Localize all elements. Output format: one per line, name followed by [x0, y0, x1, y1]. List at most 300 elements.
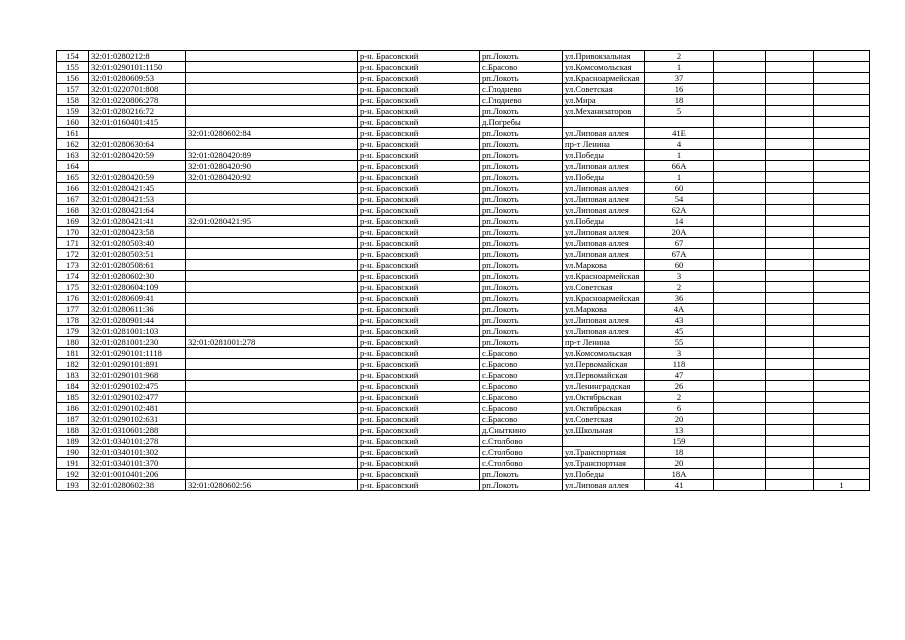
- count-cell: [814, 436, 870, 447]
- empty-cell: [766, 271, 814, 282]
- empty-cell: [714, 172, 766, 183]
- street-cell: ул.Липовая аллея: [563, 249, 645, 260]
- table-row: [57, 480, 870, 491]
- district-cell: р-н. Брасовский: [358, 205, 480, 216]
- row-number-cell: 193: [57, 480, 89, 491]
- row-number-cell: 168: [57, 205, 89, 216]
- row-number-cell: 169: [57, 216, 89, 227]
- row-number-cell: 170: [57, 227, 89, 238]
- cadastral-number-cell: 32:01:0281001:103: [89, 326, 186, 337]
- empty-cell: [766, 205, 814, 216]
- related-cadastral-number-cell: [186, 117, 358, 128]
- related-cadastral-number-cell: [186, 84, 358, 95]
- empty-cell: [714, 62, 766, 73]
- district-cell: р-н. Брасовский: [358, 227, 480, 238]
- district-cell: р-н. Брасовский: [358, 315, 480, 326]
- cadastral-number-cell: 32:01:0280609:41: [89, 293, 186, 304]
- settlement-cell: с.Столбово: [480, 458, 563, 469]
- house-number-cell: 18: [645, 447, 714, 458]
- cadastral-number-cell: 32:01:0281001:230: [89, 337, 186, 348]
- district-cell: р-н. Брасовский: [358, 271, 480, 282]
- street-cell: ул.Механизаторов: [563, 106, 645, 117]
- house-number-cell: 36: [645, 293, 714, 304]
- count-cell: [814, 51, 870, 62]
- related-cadastral-number-cell: [186, 370, 358, 381]
- street-cell: ул.Красноармейская: [563, 293, 645, 304]
- house-number-cell: 47: [645, 370, 714, 381]
- row-number-cell: 164: [57, 161, 89, 172]
- table-row: [57, 458, 870, 469]
- house-number-cell: 26: [645, 381, 714, 392]
- settlement-cell: рп.Локоть: [480, 304, 563, 315]
- district-cell: р-н. Брасовский: [358, 172, 480, 183]
- district-cell: р-н. Брасовский: [358, 194, 480, 205]
- settlement-cell: рп.Локоть: [480, 139, 563, 150]
- empty-cell: [714, 194, 766, 205]
- row-number-cell: 187: [57, 414, 89, 425]
- district-cell: р-н. Брасовский: [358, 326, 480, 337]
- table-row: [57, 128, 870, 139]
- row-number-cell: 178: [57, 315, 89, 326]
- cadastral-number-cell: 32:01:0290101:1150: [89, 62, 186, 73]
- house-number-cell: 54: [645, 194, 714, 205]
- related-cadastral-number-cell: [186, 62, 358, 73]
- district-cell: р-н. Брасовский: [358, 414, 480, 425]
- related-cadastral-number-cell: [186, 458, 358, 469]
- table-row: [57, 216, 870, 227]
- table-row: [57, 436, 870, 447]
- district-cell: р-н. Брасовский: [358, 161, 480, 172]
- cadastral-number-cell: 32:01:0280423:58: [89, 227, 186, 238]
- street-cell: ул.Школьная: [563, 425, 645, 436]
- cadastral-number-cell: 32:01:0280602:30: [89, 271, 186, 282]
- row-number-cell: 174: [57, 271, 89, 282]
- empty-cell: [766, 84, 814, 95]
- table-row: [57, 425, 870, 436]
- table-row: [57, 150, 870, 161]
- row-number-cell: 161: [57, 128, 89, 139]
- settlement-cell: рп.Локоть: [480, 73, 563, 84]
- count-cell: [814, 260, 870, 271]
- cadastral-number-cell: [89, 128, 186, 139]
- district-cell: р-н. Брасовский: [358, 282, 480, 293]
- settlement-cell: с.Брасово: [480, 392, 563, 403]
- street-cell: ул.Липовая аллея: [563, 128, 645, 139]
- settlement-cell: рп.Локоть: [480, 172, 563, 183]
- count-cell: [814, 304, 870, 315]
- table-row: [57, 447, 870, 458]
- count-cell: [814, 359, 870, 370]
- cadastral-number-cell: 32:01:0010401:206: [89, 469, 186, 480]
- district-cell: р-н. Брасовский: [358, 469, 480, 480]
- house-number-cell: 2: [645, 282, 714, 293]
- empty-cell: [714, 271, 766, 282]
- row-number-cell: 175: [57, 282, 89, 293]
- count-cell: [814, 117, 870, 128]
- empty-cell: [766, 117, 814, 128]
- empty-cell: [714, 95, 766, 106]
- house-number-cell: 37: [645, 73, 714, 84]
- table-row: [57, 315, 870, 326]
- table-row: [57, 260, 870, 271]
- empty-cell: [714, 392, 766, 403]
- related-cadastral-number-cell: [186, 194, 358, 205]
- count-cell: [814, 469, 870, 480]
- empty-cell: [766, 183, 814, 194]
- district-cell: р-н. Брасовский: [358, 183, 480, 194]
- table-row: [57, 282, 870, 293]
- related-cadastral-number-cell: [186, 403, 358, 414]
- empty-cell: [714, 348, 766, 359]
- cadastral-number-cell: 32:01:0280420:59: [89, 172, 186, 183]
- district-cell: р-н. Брасовский: [358, 139, 480, 150]
- settlement-cell: рп.Локоть: [480, 194, 563, 205]
- row-number-cell: 192: [57, 469, 89, 480]
- table-row: [57, 205, 870, 216]
- cadastral-number-cell: 32:01:0340101:302: [89, 447, 186, 458]
- cadastral-number-cell: 32:01:0280604:109: [89, 282, 186, 293]
- street-cell: ул.Октябрьская: [563, 403, 645, 414]
- cadastral-number-cell: 32:01:0340101:370: [89, 458, 186, 469]
- house-number-cell: 45: [645, 326, 714, 337]
- settlement-cell: с.Глоднево: [480, 84, 563, 95]
- house-number-cell: 4А: [645, 304, 714, 315]
- count-cell: [814, 227, 870, 238]
- empty-cell: [714, 282, 766, 293]
- settlement-cell: с.Брасово: [480, 370, 563, 381]
- settlement-cell: рп.Локоть: [480, 293, 563, 304]
- street-cell: ул.Мира: [563, 95, 645, 106]
- count-cell: [814, 282, 870, 293]
- district-cell: р-н. Брасовский: [358, 304, 480, 315]
- related-cadastral-number-cell: [186, 282, 358, 293]
- cadastral-number-cell: 32:01:0280421:64: [89, 205, 186, 216]
- empty-cell: [766, 469, 814, 480]
- empty-cell: [714, 161, 766, 172]
- count-cell: [814, 403, 870, 414]
- empty-cell: [714, 304, 766, 315]
- row-number-cell: 167: [57, 194, 89, 205]
- house-number-cell: 2: [645, 51, 714, 62]
- street-cell: ул.Победы: [563, 172, 645, 183]
- street-cell: ул.Липовая аллея: [563, 315, 645, 326]
- cadastral-number-cell: 32:01:0280503:40: [89, 238, 186, 249]
- house-number-cell: 1: [645, 150, 714, 161]
- table-row: [57, 139, 870, 150]
- empty-cell: [714, 106, 766, 117]
- district-cell: р-н. Брасовский: [358, 106, 480, 117]
- related-cadastral-number-cell: 32:01:0280420:90: [186, 161, 358, 172]
- table-row: [57, 238, 870, 249]
- district-cell: р-н. Брасовский: [358, 392, 480, 403]
- table-row: [57, 161, 870, 172]
- count-cell: [814, 205, 870, 216]
- district-cell: р-н. Брасовский: [358, 216, 480, 227]
- related-cadastral-number-cell: [186, 315, 358, 326]
- cadastral-number-cell: 32:01:0280420:59: [89, 150, 186, 161]
- row-number-cell: 185: [57, 392, 89, 403]
- empty-cell: [766, 414, 814, 425]
- settlement-cell: рп.Локоть: [480, 480, 563, 491]
- row-number-cell: 176: [57, 293, 89, 304]
- settlement-cell: рп.Локоть: [480, 282, 563, 293]
- table-row: [57, 249, 870, 260]
- table-row: [57, 62, 870, 73]
- street-cell: ул.Комсомольская: [563, 348, 645, 359]
- count-cell: [814, 84, 870, 95]
- row-number-cell: 162: [57, 139, 89, 150]
- empty-cell: [714, 414, 766, 425]
- house-number-cell: 67А: [645, 249, 714, 260]
- empty-cell: [766, 227, 814, 238]
- empty-cell: [766, 172, 814, 183]
- empty-cell: [766, 106, 814, 117]
- cadastral-number-cell: 32:01:0280216:72: [89, 106, 186, 117]
- house-number-cell: 67: [645, 238, 714, 249]
- related-cadastral-number-cell: [186, 205, 358, 216]
- empty-cell: [714, 469, 766, 480]
- house-number-cell: 41Е: [645, 128, 714, 139]
- table-row: [57, 271, 870, 282]
- settlement-cell: с.Столбово: [480, 447, 563, 458]
- street-cell: ул.Липовая аллея: [563, 227, 645, 238]
- settlement-cell: с.Брасово: [480, 381, 563, 392]
- related-cadastral-number-cell: [186, 469, 358, 480]
- street-cell: ул.Красноармейская: [563, 271, 645, 282]
- house-number-cell: 4: [645, 139, 714, 150]
- registry-body: [57, 51, 870, 491]
- related-cadastral-number-cell: [186, 381, 358, 392]
- cadastral-number-cell: 32:01:0280503:51: [89, 249, 186, 260]
- empty-cell: [714, 315, 766, 326]
- count-cell: [814, 414, 870, 425]
- empty-cell: [766, 348, 814, 359]
- cadastral-number-cell: 32:01:0220701:808: [89, 84, 186, 95]
- street-cell: ул.Победы: [563, 216, 645, 227]
- cadastral-number-cell: 32:01:0290101:1118: [89, 348, 186, 359]
- table-row: [57, 392, 870, 403]
- related-cadastral-number-cell: 32:01:0280602:56: [186, 480, 358, 491]
- cadastral-number-cell: 32:01:0290102:481: [89, 403, 186, 414]
- count-cell: [814, 62, 870, 73]
- table-row: [57, 172, 870, 183]
- settlement-cell: рп.Локоть: [480, 183, 563, 194]
- house-number-cell: 6: [645, 403, 714, 414]
- empty-cell: [714, 117, 766, 128]
- house-number-cell: 20: [645, 458, 714, 469]
- street-cell: ул.Первомайская: [563, 359, 645, 370]
- count-cell: [814, 326, 870, 337]
- district-cell: р-н. Брасовский: [358, 370, 480, 381]
- empty-cell: [766, 161, 814, 172]
- table-row: [57, 337, 870, 348]
- cadastral-number-cell: [89, 161, 186, 172]
- row-number-cell: 180: [57, 337, 89, 348]
- house-number-cell: 18: [645, 95, 714, 106]
- table-row: [57, 183, 870, 194]
- count-cell: [814, 128, 870, 139]
- related-cadastral-number-cell: [186, 348, 358, 359]
- empty-cell: [766, 337, 814, 348]
- table-row: [57, 403, 870, 414]
- district-cell: р-н. Брасовский: [358, 150, 480, 161]
- count-cell: [814, 381, 870, 392]
- table-row: [57, 348, 870, 359]
- row-number-cell: 189: [57, 436, 89, 447]
- house-number-cell: 60: [645, 183, 714, 194]
- empty-cell: [714, 139, 766, 150]
- cadastral-number-cell: 32:01:0280630:64: [89, 139, 186, 150]
- street-cell: ул.Липовая аллея: [563, 205, 645, 216]
- district-cell: р-н. Брасовский: [358, 51, 480, 62]
- cadastral-number-cell: 32:01:0280901:44: [89, 315, 186, 326]
- house-number-cell: 62А: [645, 205, 714, 216]
- count-cell: [814, 238, 870, 249]
- row-number-cell: 156: [57, 73, 89, 84]
- district-cell: р-н. Брасовский: [358, 95, 480, 106]
- district-cell: р-н. Брасовский: [358, 249, 480, 260]
- district-cell: р-н. Брасовский: [358, 62, 480, 73]
- district-cell: р-н. Брасовский: [358, 458, 480, 469]
- related-cadastral-number-cell: [186, 51, 358, 62]
- district-cell: р-н. Брасовский: [358, 260, 480, 271]
- empty-cell: [714, 128, 766, 139]
- empty-cell: [766, 304, 814, 315]
- row-number-cell: 172: [57, 249, 89, 260]
- count-cell: [814, 425, 870, 436]
- table-row: [57, 95, 870, 106]
- empty-cell: [714, 205, 766, 216]
- street-cell: ул.Победы: [563, 150, 645, 161]
- empty-cell: [766, 447, 814, 458]
- empty-cell: [714, 447, 766, 458]
- empty-cell: [766, 128, 814, 139]
- row-number-cell: 188: [57, 425, 89, 436]
- empty-cell: [714, 293, 766, 304]
- count-cell: [814, 392, 870, 403]
- count-cell: [814, 447, 870, 458]
- empty-cell: [714, 436, 766, 447]
- table-row: [57, 106, 870, 117]
- house-number-cell: 3: [645, 271, 714, 282]
- related-cadastral-number-cell: [186, 227, 358, 238]
- row-number-cell: 181: [57, 348, 89, 359]
- related-cadastral-number-cell: 32:01:0280420:89: [186, 150, 358, 161]
- street-cell: ул.Красноармейская: [563, 73, 645, 84]
- row-number-cell: 184: [57, 381, 89, 392]
- cadastral-number-cell: 32:01:0280602:38: [89, 480, 186, 491]
- house-number-cell: 5: [645, 106, 714, 117]
- empty-cell: [714, 370, 766, 381]
- count-cell: [814, 216, 870, 227]
- empty-cell: [714, 183, 766, 194]
- district-cell: р-н. Брасовский: [358, 293, 480, 304]
- house-number-cell: 20: [645, 414, 714, 425]
- street-cell: ул.Липовая аллея: [563, 480, 645, 491]
- cadastral-number-cell: 32:01:0290102:631: [89, 414, 186, 425]
- empty-cell: [766, 194, 814, 205]
- related-cadastral-number-cell: [186, 106, 358, 117]
- cadastral-number-cell: 32:01:0280212:8: [89, 51, 186, 62]
- street-cell: ул.Липовая аллея: [563, 238, 645, 249]
- cadastral-number-cell: 32:01:0290101:968: [89, 370, 186, 381]
- settlement-cell: рп.Локоть: [480, 216, 563, 227]
- count-cell: [814, 183, 870, 194]
- cadastral-number-cell: 32:01:0220806:278: [89, 95, 186, 106]
- empty-cell: [714, 150, 766, 161]
- empty-cell: [714, 326, 766, 337]
- count-cell: [814, 95, 870, 106]
- house-number-cell: 2: [645, 392, 714, 403]
- empty-cell: [766, 260, 814, 271]
- house-number-cell: 118: [645, 359, 714, 370]
- related-cadastral-number-cell: [186, 183, 358, 194]
- related-cadastral-number-cell: 32:01:0280421:95: [186, 216, 358, 227]
- table-row: [57, 293, 870, 304]
- settlement-cell: рп.Локоть: [480, 205, 563, 216]
- empty-cell: [766, 370, 814, 381]
- table-row: [57, 326, 870, 337]
- related-cadastral-number-cell: [186, 95, 358, 106]
- settlement-cell: рп.Локоть: [480, 51, 563, 62]
- street-cell: ул.Советская: [563, 282, 645, 293]
- district-cell: р-н. Брасовский: [358, 117, 480, 128]
- street-cell: ул.Транспортная: [563, 458, 645, 469]
- street-cell: ул.Советская: [563, 414, 645, 425]
- related-cadastral-number-cell: [186, 249, 358, 260]
- house-number-cell: 20А: [645, 227, 714, 238]
- district-cell: р-н. Брасовский: [358, 436, 480, 447]
- district-cell: р-н. Брасовский: [358, 425, 480, 436]
- street-cell: ул.Победы: [563, 469, 645, 480]
- house-number-cell: 1: [645, 62, 714, 73]
- related-cadastral-number-cell: [186, 73, 358, 84]
- row-number-cell: 191: [57, 458, 89, 469]
- street-cell: ул.Советская: [563, 84, 645, 95]
- count-cell: [814, 150, 870, 161]
- row-number-cell: 177: [57, 304, 89, 315]
- settlement-cell: рп.Локоть: [480, 326, 563, 337]
- row-number-cell: 155: [57, 62, 89, 73]
- empty-cell: [714, 337, 766, 348]
- related-cadastral-number-cell: [186, 304, 358, 315]
- empty-cell: [766, 392, 814, 403]
- table-row: [57, 359, 870, 370]
- settlement-cell: рп.Локоть: [480, 128, 563, 139]
- district-cell: р-н. Брасовский: [358, 84, 480, 95]
- district-cell: р-н. Брасовский: [358, 447, 480, 458]
- empty-cell: [714, 359, 766, 370]
- street-cell: пр-т Ленина: [563, 139, 645, 150]
- house-number-cell: 159: [645, 436, 714, 447]
- table-row: [57, 304, 870, 315]
- street-cell: [563, 117, 645, 128]
- settlement-cell: рп.Локоть: [480, 106, 563, 117]
- empty-cell: [766, 51, 814, 62]
- row-number-cell: 159: [57, 106, 89, 117]
- count-cell: [814, 370, 870, 381]
- house-number-cell: 13: [645, 425, 714, 436]
- settlement-cell: д.Погребы: [480, 117, 563, 128]
- row-number-cell: 157: [57, 84, 89, 95]
- empty-cell: [766, 95, 814, 106]
- settlement-cell: с.Брасово: [480, 359, 563, 370]
- table-row: [57, 227, 870, 238]
- row-number-cell: 183: [57, 370, 89, 381]
- house-number-cell: 41: [645, 480, 714, 491]
- related-cadastral-number-cell: [186, 271, 358, 282]
- district-cell: р-н. Брасовский: [358, 128, 480, 139]
